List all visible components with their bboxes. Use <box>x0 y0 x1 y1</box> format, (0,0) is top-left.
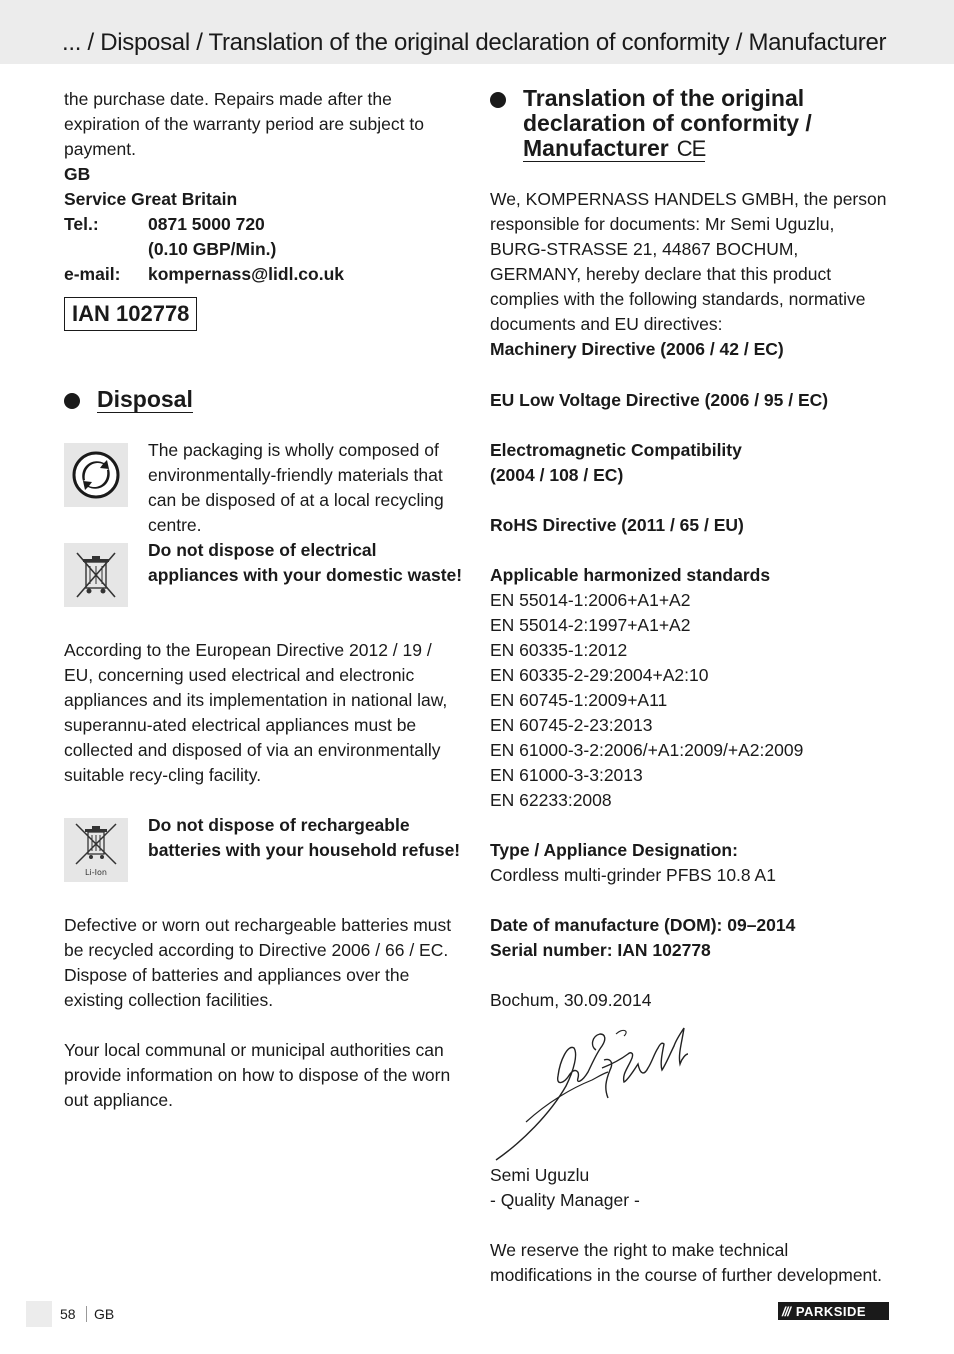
weee-bin-icon <box>64 543 128 607</box>
brand-name: PARKSIDE <box>795 1303 867 1319</box>
service-name: Service Great Britain <box>64 189 238 209</box>
battery-bin-icon <box>64 818 128 882</box>
directive-text: According to the European Directive 2012 / 19 / EU, concerning used electrical and electronic appliances and its implementation in national law, superannu-ated electrical appliances must be collected and disposed of via an environmentally suitable recy-cling facility. <box>64 640 448 785</box>
tel-value: 0871 5000 720 <box>148 214 265 234</box>
place-date: Bochum, 30.09.2014 <box>490 990 652 1010</box>
warranty-text: the purchase date. Repairs made after the expiration of the warranty period are subject to payment. <box>64 89 424 159</box>
declaration-title-line-2: declaration of conformity / <box>523 110 812 136</box>
signer-name: Semi Uguzlu <box>490 1165 590 1185</box>
standard-item: EN 60745-1:2009+A11 <box>490 690 668 710</box>
email-value: kompernass@lidl.co.uk <box>148 264 345 284</box>
tel-rate: (0.10 GBP/Min.) <box>148 239 277 259</box>
recycling-icon <box>64 443 128 507</box>
directive-emc-line-1: Electromagnetic Compatibility <box>490 440 742 460</box>
directive-machinery: Machinery Directive (2006 / 42 / EC) <box>490 339 784 359</box>
standard-item: EN 60335-2-29:2004+A2:10 <box>490 665 709 685</box>
li-ion-label: Li-Ion <box>85 868 107 877</box>
warning-electrical: Do not dispose of electrical appliances with your domestic waste! <box>148 540 463 585</box>
disposal-title: Disposal <box>97 386 193 412</box>
declaration-heading <box>490 86 812 162</box>
declaration-intro: We, KOMPERNASS HANDELS GMBH, the person responsible for documents: Mr Semi Uguzlu, BURG-STRASSE 21, 44867 BOCHUM, GERMANY, hereby declare that this product complies with the following standards, normative documents and EU directives: <box>490 189 887 334</box>
batteries-text: Defective or worn out rechargeable batteries must be recycled according to Directive 2006 / 66 / EC. Dispose of batteries and appliances over the existing collection facilities. <box>64 915 452 1010</box>
packaging-text: The packaging is wholly composed of environmentally-friendly materials that can be disposed of at a local recycling centre. <box>148 440 444 535</box>
directive-rohs: RoHS Directive (2011 / 65 / EU) <box>490 515 744 535</box>
disposal-heading <box>64 387 193 412</box>
ian-box: IAN 102778 <box>64 297 197 331</box>
page-header <box>0 0 954 64</box>
type-label: Type / Appliance Designation: <box>490 840 738 860</box>
footer-tab <box>26 1301 52 1327</box>
authorities-text: Your local communal or municipal authorities can provide information on how to dispose of the worn out appliance. <box>64 1040 451 1110</box>
declaration-title-line-1: Translation of the original <box>523 85 805 111</box>
directive-emc-line-2: (2004 / 108 / EC) <box>490 465 624 485</box>
standard-item: EN 55014-2:1997+A1+A2 <box>490 615 691 635</box>
standards-title: Applicable harmonized standards <box>490 565 771 585</box>
standard-item: EN 62233:2008 <box>490 790 612 810</box>
standards-list <box>490 588 890 813</box>
signature-image <box>492 1024 692 1164</box>
page-title: ... / Disposal / Translation of the original declaration of conformity / Manufacturer <box>62 29 887 56</box>
date-of-manufacture: Date of manufacture (DOM): 09–2014 <box>490 915 796 935</box>
serial-number: Serial number: IAN 102778 <box>490 940 711 960</box>
type-value: Cordless multi-grinder PFBS 10.8 A1 <box>490 865 776 885</box>
standard-item: EN 60745-2-23:2013 <box>490 715 653 735</box>
page-number: 58 <box>60 1306 76 1322</box>
bullet-icon <box>490 92 506 108</box>
directive-low-voltage: EU Low Voltage Directive (2006 / 95 / EC) <box>490 390 829 410</box>
email-label: e-mail: <box>64 264 121 284</box>
signer-role: - Quality Manager - <box>490 1190 640 1210</box>
reserve-text: We reserve the right to make technical modifications in the course of further development. <box>490 1240 883 1285</box>
warning-batteries: Do not dispose of rechargeable batteries with your household refuse! <box>148 815 461 860</box>
logo-stripes-icon: /// <box>782 1303 790 1319</box>
bullet-icon <box>64 393 80 409</box>
tel-label: Tel.: <box>64 214 99 234</box>
parkside-logo <box>778 1302 889 1320</box>
declaration-title-line-3: Manufacturer <box>523 135 669 161</box>
footer-divider <box>86 1306 87 1322</box>
standard-item: EN 61000-3-3:2013 <box>490 765 643 785</box>
standard-item: EN 60335-1:2012 <box>490 640 628 660</box>
footer-language: GB <box>94 1306 115 1322</box>
standard-item: EN 55014-1:2006+A1+A2 <box>490 590 691 610</box>
ce-mark-icon: CE <box>676 136 706 161</box>
service-country: GB <box>64 164 91 184</box>
standard-item: EN 61000-3-2:2006/+A1:2009/+A2:2009 <box>490 740 804 760</box>
service-tel-row <box>64 212 464 287</box>
